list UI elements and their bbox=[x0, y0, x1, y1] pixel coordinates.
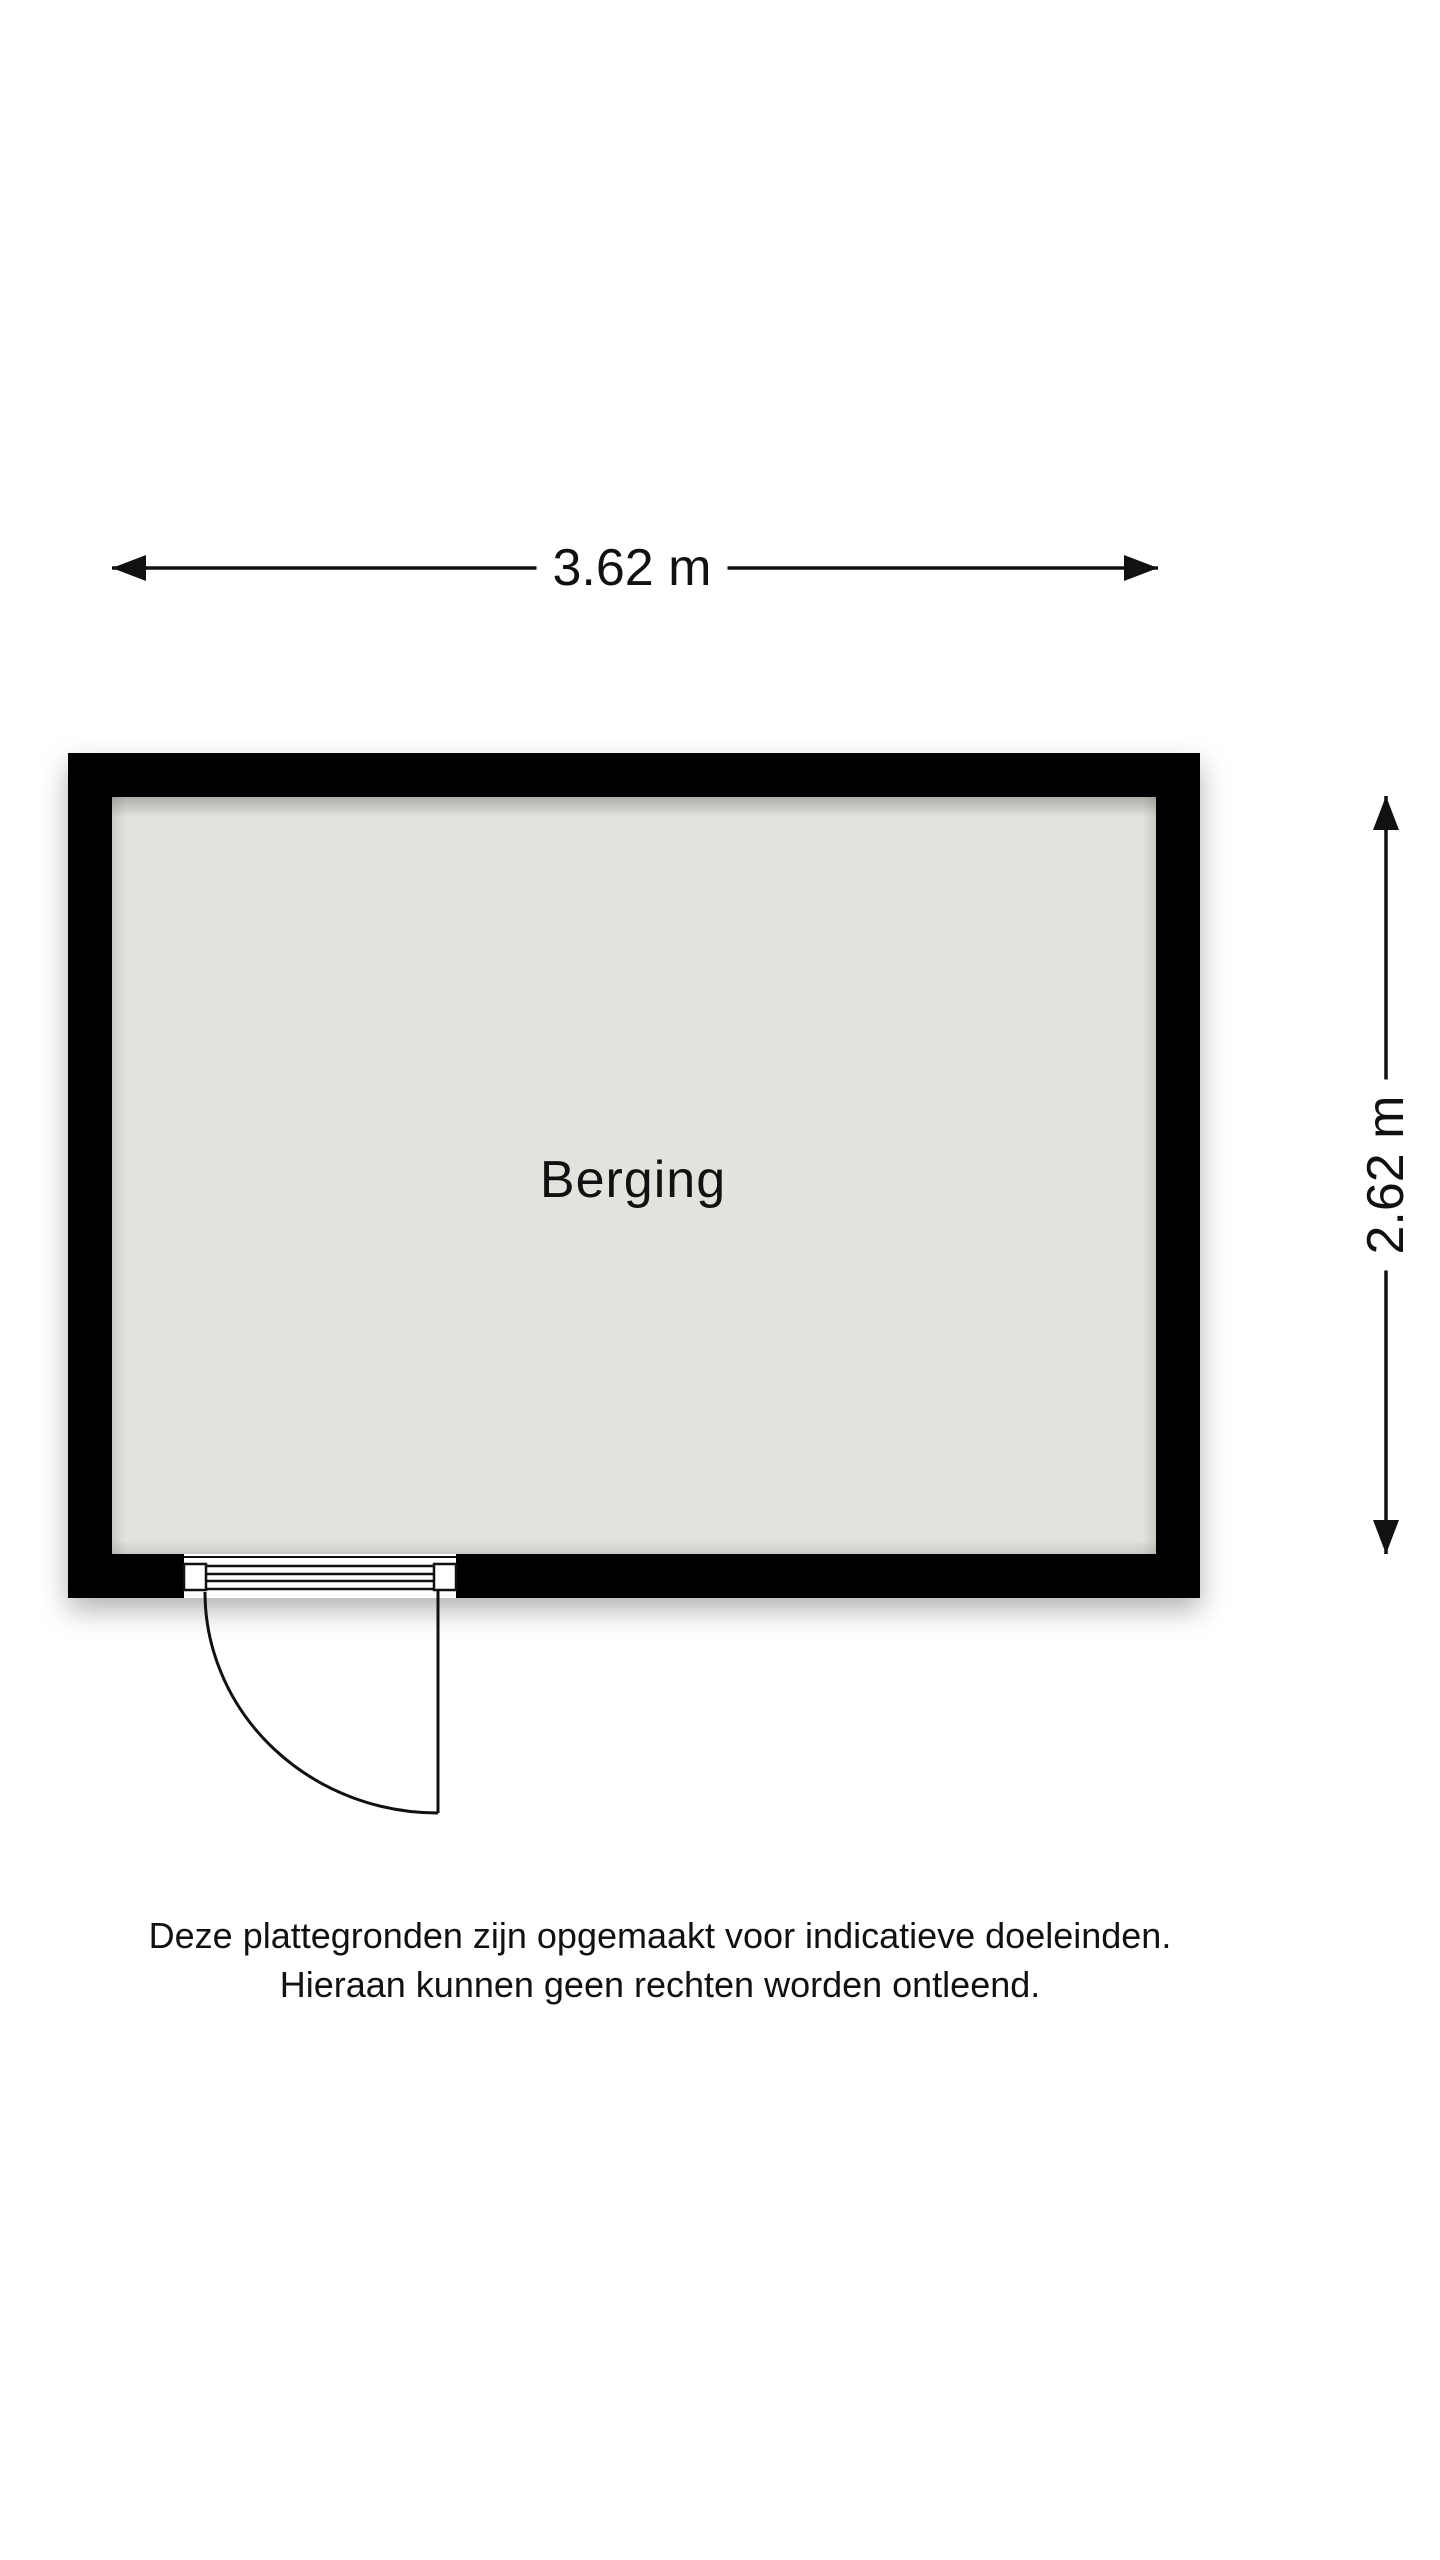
disclaimer bbox=[149, 1911, 1172, 2009]
arrowhead-right-icon bbox=[1124, 555, 1158, 581]
arrowhead-up-icon bbox=[1373, 796, 1399, 830]
door-jamb-right bbox=[434, 1564, 456, 1590]
disclaimer-line-1: Deze plattegronden zijn opgemaakt voor indicatieve doeleinden. bbox=[148, 1915, 1172, 1956]
floor-shadow-top bbox=[112, 797, 1156, 817]
door-jamb-left bbox=[184, 1564, 206, 1590]
disclaimer-line-2: Hieraan kunnen geen rechten worden ontleend. bbox=[279, 1964, 1041, 2005]
height-dimension-label: 2.62 m bbox=[1356, 1080, 1416, 1271]
room-name-label: Berging bbox=[539, 1151, 727, 1209]
floor-shadow-left bbox=[112, 797, 126, 1554]
door-swing-arc bbox=[205, 1592, 438, 1813]
arrowhead-down-icon bbox=[1373, 1520, 1399, 1554]
floor-shadow-bottom bbox=[112, 1540, 1156, 1554]
arrowhead-left-icon bbox=[112, 555, 146, 581]
floor-shadow-right bbox=[1142, 797, 1156, 1554]
door-opening bbox=[184, 1554, 456, 1598]
width-dimension-label: 3.62 m bbox=[537, 538, 728, 598]
